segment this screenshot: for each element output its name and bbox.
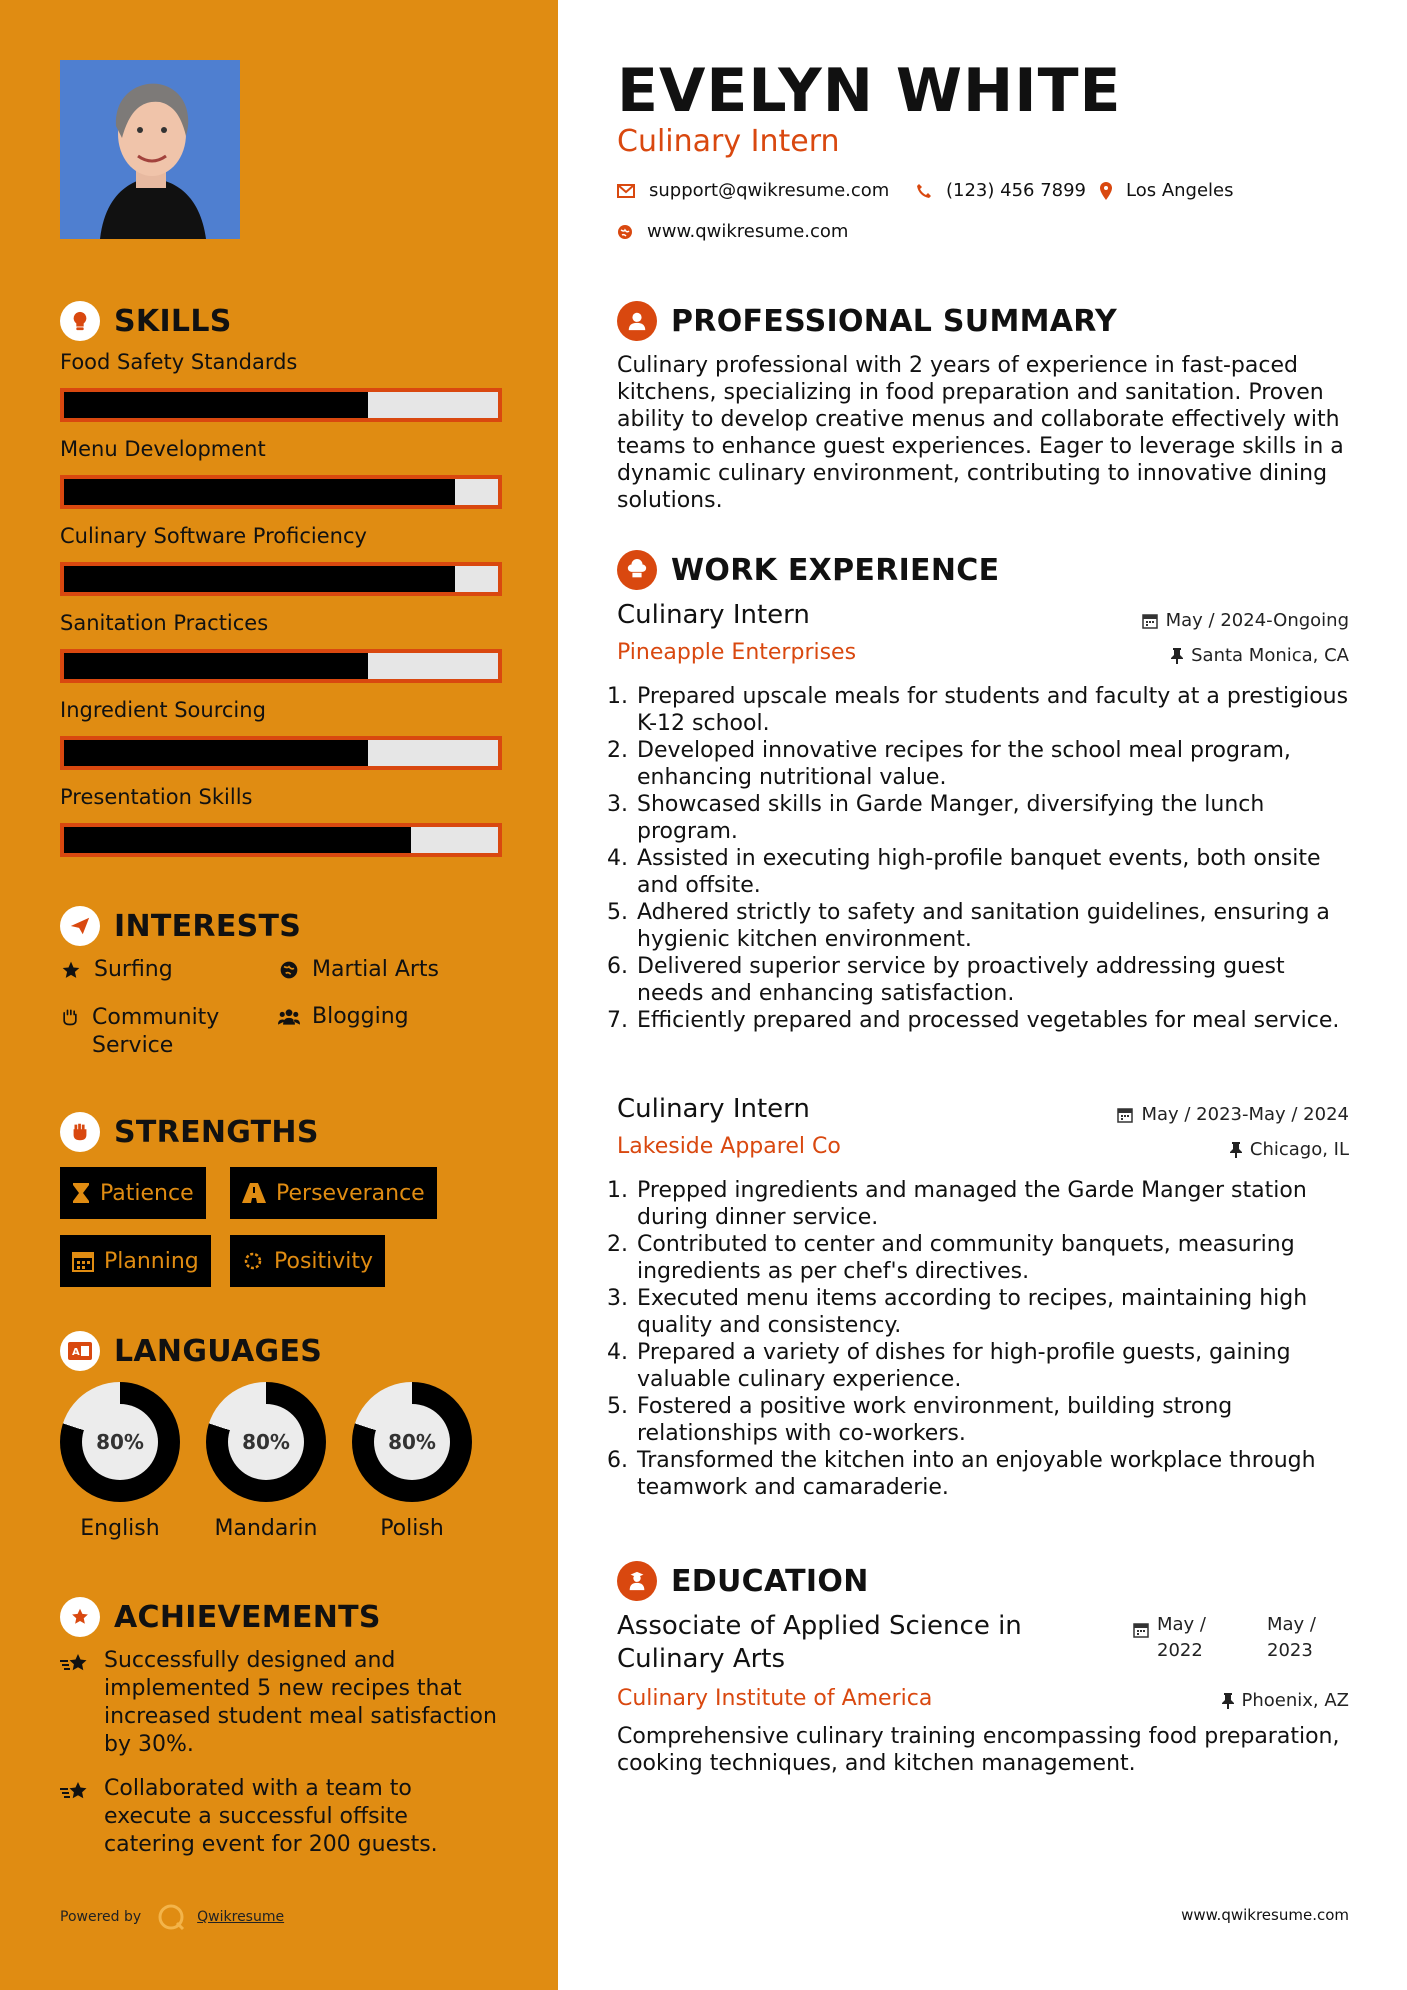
skill-bar: [60, 388, 502, 422]
powered-by: [60, 1903, 284, 1931]
calendar-icon: [1133, 1612, 1149, 1638]
job-location: [1230, 1139, 1349, 1160]
strength-label: Positivity: [274, 1248, 374, 1274]
achievement-text: Successfully designed and implemented 5 new recipes that increased student meal satisfaction by 30%.: [104, 1648, 497, 1757]
education-date-start: [1133, 1612, 1217, 1664]
star-icon: [60, 957, 82, 980]
skills-heading: [60, 301, 232, 341]
website-text: www.qwikresume.com: [647, 221, 849, 242]
skill-bar-fill: [64, 479, 455, 505]
skill-label: Presentation Skills: [60, 785, 253, 809]
job-location: [1171, 645, 1349, 666]
skill-bar: [60, 562, 502, 596]
sun-icon: [242, 1250, 264, 1272]
job-duties: [617, 683, 1357, 1034]
achievements-heading: [60, 1597, 381, 1637]
footer-url[interactable]: www.qwikresume.com: [1181, 1906, 1349, 1924]
hourglass-icon: [72, 1182, 90, 1204]
map-pin-icon: [1100, 182, 1112, 200]
skill-label: Culinary Software Proficiency: [60, 524, 367, 548]
strength-label: Patience: [100, 1180, 194, 1206]
language-name: Mandarin: [214, 1516, 318, 1541]
interest-label: Surfing: [94, 957, 173, 982]
education-degree: Associate of Applied Science in Culinary Arts: [617, 1611, 1022, 1674]
shooting-star-icon: [60, 1647, 104, 1759]
strengths-title: STRENGTHS: [114, 1114, 319, 1150]
achievement-item: [60, 1647, 500, 1759]
skill-bar-fill: [64, 653, 368, 679]
globe-icon: [278, 957, 300, 980]
language-item: [206, 1382, 326, 1541]
education-start-text: May / 2022: [1157, 1614, 1206, 1661]
email-text: support@qwikresume.com: [649, 180, 890, 201]
pushpin-icon: [1222, 1693, 1234, 1709]
skill-bar: [60, 823, 502, 857]
education-location-text: Phoenix, AZ: [1241, 1690, 1349, 1711]
job-company: Pineapple Enterprises: [617, 640, 857, 665]
skill-bar-fill: [64, 740, 368, 766]
achievement-text: Collaborated with a team to execute a successful offsite catering event for 200 guests.: [104, 1776, 438, 1857]
skill-item: [60, 698, 502, 770]
pushpin-icon: [1230, 1142, 1242, 1158]
language-percent: 80%: [228, 1404, 304, 1480]
contact-website[interactable]: [617, 221, 848, 242]
contact-location: [1100, 180, 1234, 201]
duty-item: 2. Developed innovative recipes for the school meal program, enhancing nutritional value.: [635, 737, 1357, 791]
qwikresume-link[interactable]: Qwikresume: [197, 1909, 285, 1925]
language-ring: [60, 1382, 180, 1502]
envelope-icon: [617, 184, 635, 198]
summary-heading: [617, 301, 1117, 341]
job-dates-text: May / 2024-Ongoing: [1165, 610, 1349, 631]
hand-icon: [60, 1004, 80, 1027]
duty-item: 3. Executed menu items according to recipes, maintaining high quality and consistency.: [635, 1285, 1357, 1339]
svg-text:A: A: [72, 1347, 80, 1358]
skill-label: Menu Development: [60, 437, 266, 461]
strength-tag: [230, 1235, 385, 1287]
skill-label: Ingredient Sourcing: [60, 698, 266, 722]
summary-title: PROFESSIONAL SUMMARY: [671, 303, 1118, 339]
interest-item: [278, 957, 439, 982]
strength-tag: [60, 1235, 211, 1287]
education-description: Comprehensive culinary training encompassing food preparation, cooking techniques, and kitchen management.: [617, 1724, 1340, 1776]
shooting-star-icon: [60, 1775, 104, 1859]
language-name: Polish: [380, 1516, 444, 1541]
languages-heading: [60, 1331, 322, 1371]
user-icon: [617, 301, 657, 341]
language-percent: 80%: [82, 1404, 158, 1480]
skill-bar-fill: [64, 827, 411, 853]
skill-item: [60, 524, 502, 596]
education-heading: [617, 1561, 869, 1601]
skills-title: SKILLS: [114, 303, 232, 339]
duty-item: 2. Contributed to center and community banquets, measuring ingredients as per chef's directives.: [635, 1231, 1357, 1285]
education-end-text: May / 2023: [1267, 1614, 1316, 1661]
skill-bar-fill: [64, 566, 455, 592]
interests-title: INTERESTS: [114, 908, 302, 944]
language-ring: [206, 1382, 326, 1502]
globe-icon: [617, 224, 633, 240]
interest-label: Community Service: [92, 1005, 220, 1058]
experience-title: WORK EXPERIENCE: [671, 552, 1000, 588]
job-role: Culinary Intern: [617, 1094, 810, 1124]
strength-label: Planning: [104, 1248, 199, 1274]
chef-hat-icon: [617, 550, 657, 590]
qwikresume-logo-icon: [157, 1903, 185, 1931]
person-name: EVELYN WHITE: [617, 56, 1122, 126]
job-dates: [1142, 610, 1349, 631]
experience-heading: [617, 550, 999, 590]
language-icon: [60, 1331, 100, 1371]
users-icon: [278, 1004, 300, 1027]
skill-item: [60, 350, 502, 422]
graduation-icon: [617, 1561, 657, 1601]
strengths-heading: [60, 1112, 319, 1152]
duty-item: 7. Efficiently prepared and processed vegetables for meal service.: [635, 1007, 1357, 1034]
strength-label: Perseverance: [276, 1180, 425, 1206]
job-role: Culinary Intern: [617, 600, 810, 630]
strength-tag: [60, 1167, 206, 1219]
job-duties: [617, 1177, 1357, 1501]
duty-item: 5. Fostered a positive work environment, building strong relationships with co-workers.: [635, 1393, 1357, 1447]
skill-bar: [60, 475, 502, 509]
job-dates: [1117, 1104, 1349, 1125]
sidebar: [0, 0, 558, 1990]
language-item: [352, 1382, 472, 1541]
duty-item: 6. Delivered superior service by proactively addressing guest needs and enhancing satisfaction.: [635, 953, 1357, 1007]
phone-icon: [916, 183, 932, 199]
skill-item: [60, 437, 502, 509]
achievement-item: [60, 1775, 500, 1859]
interest-item: [60, 957, 173, 982]
contact-phone[interactable]: [916, 180, 1086, 201]
skill-label: Sanitation Practices: [60, 611, 269, 635]
interests-heading: [60, 906, 301, 946]
skill-bar: [60, 649, 502, 683]
skill-item: [60, 611, 502, 683]
location-text: Los Angeles: [1126, 180, 1234, 201]
profile-photo: [60, 60, 240, 239]
education-title: EDUCATION: [671, 1563, 869, 1599]
calendar-icon: [72, 1250, 94, 1272]
interest-label: Blogging: [312, 1004, 409, 1029]
education-date-end: [1267, 1612, 1327, 1664]
interest-label: Martial Arts: [312, 957, 440, 982]
language-ring: [352, 1382, 472, 1502]
pushpin-icon: [1171, 648, 1183, 664]
powered-by-label: Powered by: [60, 1909, 142, 1925]
skill-item: [60, 785, 502, 857]
duty-item: 1. Prepared upscale meals for students and faculty at a prestigious K-12 school.: [635, 683, 1357, 737]
calendar-icon: [1142, 613, 1158, 629]
calendar-icon: [1117, 1107, 1133, 1123]
duty-item: 5. Adhered strictly to safety and sanitation guidelines, ensuring a hygienic kitchen environment.: [635, 899, 1357, 953]
duty-item: 1. Prepped ingredients and managed the Garde Manger station during dinner service.: [635, 1177, 1357, 1231]
strength-tag: [230, 1167, 437, 1219]
education-school: Culinary Institute of America: [617, 1686, 933, 1711]
language-item: [60, 1382, 180, 1541]
phone-text: (123) 456 7899: [946, 180, 1087, 201]
language-percent: 80%: [374, 1404, 450, 1480]
summary-text: Culinary professional with 2 years of experience in fast-paced kitchens, specializing in food preparation and sanitation. Proven ability to develop creative menus and collaborate effectively with teams to enhance guest experiences. Eager to leverage skills in a dynamic culinary environment, contributing to innovative dining solutions.: [617, 353, 1344, 513]
duty-item: 3. Showcased skills in Garde Manger, diversifying the lunch program.: [635, 791, 1357, 845]
lightbulb-icon: [60, 301, 100, 341]
language-name: English: [80, 1516, 160, 1541]
duty-item: 6. Transformed the kitchen into an enjoyable workplace through teamwork and camaraderie.: [635, 1447, 1357, 1501]
skill-bar-fill: [64, 392, 368, 418]
person-title: Culinary Intern: [617, 124, 840, 159]
skill-label: Food Safety Standards: [60, 350, 298, 374]
paper-plane-icon: [60, 906, 100, 946]
contact-email[interactable]: [617, 180, 889, 201]
job-location-text: Santa Monica, CA: [1191, 645, 1349, 666]
education-location: [1222, 1690, 1350, 1711]
skill-bar: [60, 736, 502, 770]
interest-item: [278, 1004, 409, 1029]
interest-item: [60, 1004, 260, 1060]
fist-icon: [60, 1112, 100, 1152]
duty-item: 4. Prepared a variety of dishes for high-profile guests, gaining valuable culinary experience.: [635, 1339, 1357, 1393]
job-location-text: Chicago, IL: [1249, 1139, 1349, 1160]
road-icon: [242, 1183, 266, 1203]
job-company: Lakeside Apparel Co: [617, 1134, 841, 1159]
achievements-title: ACHIEVEMENTS: [114, 1599, 381, 1635]
medal-icon: [60, 1597, 100, 1637]
duty-item: 4. Assisted in executing high-profile banquet events, both onsite and offsite.: [635, 845, 1357, 899]
job-dates-text: May / 2023-May / 2024: [1141, 1104, 1349, 1125]
languages-title: LANGUAGES: [114, 1333, 323, 1369]
